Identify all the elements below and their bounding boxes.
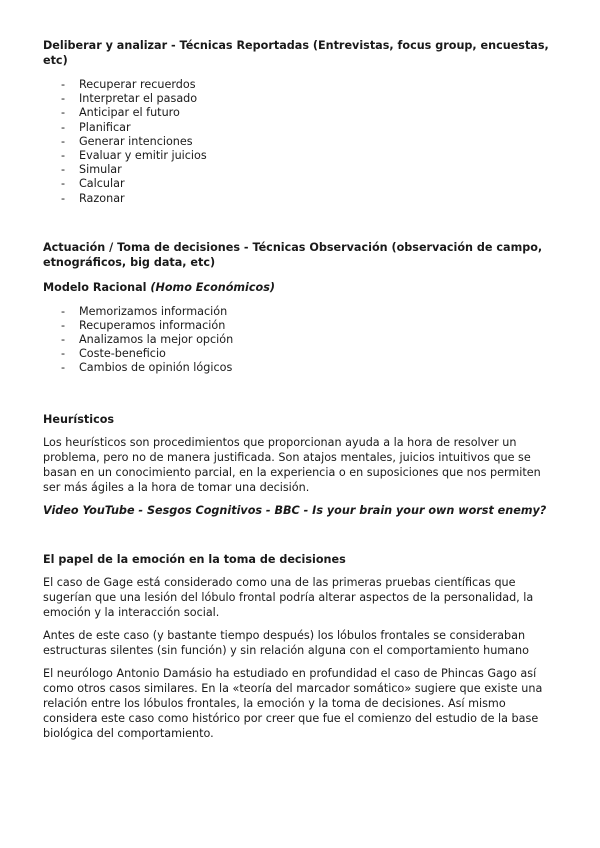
section-actuacion-heading: Actuación / Toma de decisiones - Técnicas Observación (observación de campo, etnográficos, big data, etc): [43, 240, 543, 269]
emocion-paragraph-2: Antes de este caso (y bastante tiempo después) los lóbulos frontales se consideraban estructuras silentes (sin función) y sin relación alguna con el comportamiento humano: [43, 628, 529, 657]
list-item: - Evaluar y emitir juicios: [43, 149, 558, 163]
list-item: - Interpretar el pasado: [43, 92, 558, 106]
document-page: [43, 38, 558, 741]
list-item: - Anticipar el futuro: [43, 106, 558, 120]
modelo-racional-subheading: [43, 280, 558, 295]
list-item: - Recuperar recuerdos: [43, 78, 558, 92]
homo-economicos-label: (Homo Económicos): [150, 280, 275, 294]
modelo-racional-label: Modelo Racional: [43, 280, 151, 294]
list-item: - Memorizamos información: [43, 305, 558, 319]
video-youtube-link[interactable]: Video YouTube - Sesgos Cognitivos - BBC - Is your brain your own worst enemy?: [43, 503, 547, 517]
list-item: - Coste-beneficio: [43, 347, 558, 361]
emocion-paragraph-1: El caso de Gage está considerado como una de las primeras pruebas científicas que sugerían que una lesión del lóbulo frontal podría alterar aspectos de la personalidad, la emoción y la interacción social.: [43, 575, 534, 619]
list-item: - Planificar: [43, 121, 558, 135]
heuristicos-paragraph: Los heurísticos son procedimientos que proporcionan ayuda a la hora de resolver un problema, pero no de manera justificada. Son atajos mentales, juicios intuitivos que se basan en un conocimiento parcial, en la experiencia o en suposiciones que nos permiten ser más ágiles a la hora de tomar una decisión.: [43, 435, 541, 494]
list-item: - Razonar: [43, 192, 558, 206]
modelo-racional-list: [43, 305, 558, 376]
list-item: - Generar intenciones: [43, 135, 558, 149]
list-item: - Simular: [43, 163, 558, 177]
list-item: - Recuperamos información: [43, 319, 558, 333]
list-item: - Cambios de opinión lógicos: [43, 361, 558, 375]
deliberar-list: [43, 78, 558, 206]
section-heuristicos-heading: Heurísticos: [43, 412, 115, 426]
section-deliberar-heading: Deliberar y analizar - Técnicas Reportadas (Entrevistas, focus group, encuestas, etc): [43, 39, 549, 67]
emocion-paragraph-3: El neurólogo Antonio Damásio ha estudiado en profundidad el caso de Phincas Gago así como otros casos similares. En la «teoría del marcador somático» sugiere que existe una relación entre los lóbulos frontales, la emoción y la toma de decisiones. Así mismo considera este caso como histórico por creer que fue el comienzo del estudio de la base biológica del comportamiento.: [43, 666, 543, 740]
section-emocion-heading: El papel de la emoción en la toma de decisiones: [43, 552, 346, 566]
list-item: - Analizamos la mejor opción: [43, 333, 558, 347]
list-item: - Calcular: [43, 177, 558, 191]
